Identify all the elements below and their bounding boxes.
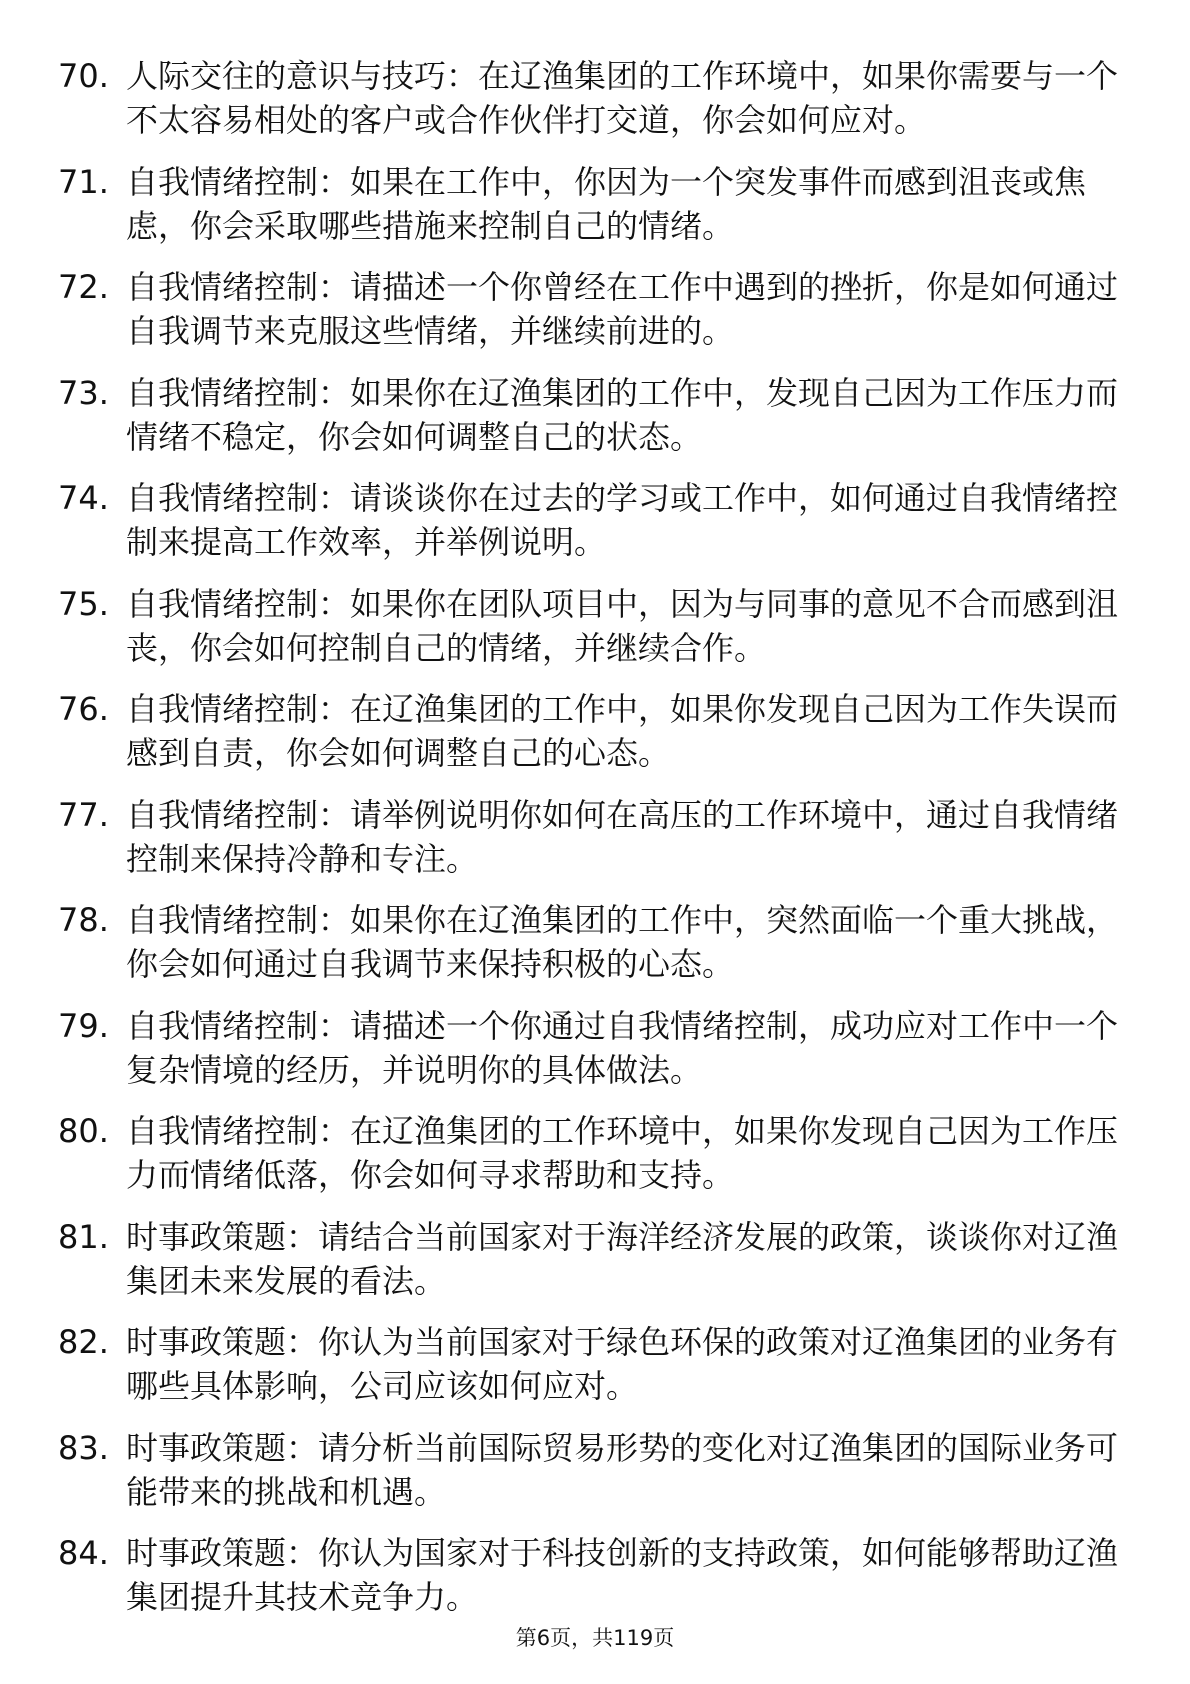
question-text: 自我情绪控制：请举例说明你如何在高压的工作环境中，通过自我情绪控制来保持冷静和专注。 [126, 795, 1119, 878]
question-number: 73. [58, 373, 109, 412]
question-number: 83. [58, 1428, 109, 1467]
question-item [58, 160, 1118, 248]
question-text: 自我情绪控制：请谈谈你在过去的学习或工作中，如何通过自我情绪控制来提高工作效率，并举例说明。 [126, 479, 1119, 561]
question-text: 自我情绪控制：在辽渔集团的工作环境中，如果你发现自己因为工作压力而情绪低落，你会如何寻求帮助和支持。 [126, 1112, 1119, 1194]
question-text: 人际交往的意识与技巧：在辽渔集团的工作环境中，如果你需要与一个不太容易相处的客户或合作伙伴打交道，你会如何应对。 [126, 57, 1119, 139]
question-number: 76. [58, 690, 109, 728]
question-item [58, 1215, 1118, 1303]
question-number: 79. [58, 1006, 109, 1045]
question-number: 80. [58, 1112, 109, 1150]
question-item [58, 54, 1118, 142]
question-item [58, 793, 1118, 881]
question-text: 自我情绪控制：如果你在团队项目中，因为与同事的意见不合而感到沮丧，你会如何控制自己的情绪，并继续合作。 [126, 584, 1119, 667]
question-item [58, 1426, 1118, 1514]
question-text: 时事政策题：请结合当前国家对于海洋经济发展的政策，谈谈你对辽渔集团未来发展的看法。 [126, 1217, 1119, 1300]
question-number: 78. [58, 901, 109, 939]
question-list [58, 54, 1118, 1637]
question-number: 77. [58, 795, 109, 834]
question-item [58, 1320, 1118, 1408]
question-text: 自我情绪控制：在辽渔集团的工作中，如果你发现自己因为工作失误而感到自责，你会如何调整自己的心态。 [126, 690, 1119, 772]
question-text: 自我情绪控制：如果你在辽渔集团的工作中，突然面临一个重大挑战，你会如何通过自我调节来保持积极的心态。 [126, 901, 1119, 983]
question-item [58, 371, 1118, 459]
question-item [58, 582, 1118, 670]
question-item [58, 1109, 1118, 1197]
question-item [58, 1531, 1118, 1619]
question-text: 时事政策题：你认为当前国家对于绿色环保的政策对辽渔集团的业务有哪些具体影响，公司应该如何应对。 [126, 1323, 1119, 1405]
question-item [58, 265, 1118, 353]
question-text: 自我情绪控制：如果你在辽渔集团的工作中，发现自己因为工作压力而情绪不稳定，你会如何调整自己的状态。 [126, 373, 1119, 456]
question-text: 自我情绪控制：如果在工作中，你因为一个突发事件而感到沮丧或焦虑，你会采取哪些措施来控制自己的情绪。 [126, 162, 1087, 245]
question-text: 自我情绪控制：请描述一个你通过自我情绪控制，成功应对工作中一个复杂情境的经历，并说明你的具体做法。 [126, 1006, 1119, 1089]
question-item [58, 1004, 1118, 1092]
question-item [58, 898, 1118, 986]
question-item [58, 476, 1118, 564]
question-text: 时事政策题：请分析当前国际贸易形势的变化对辽渔集团的国际业务可能带来的挑战和机遇。 [126, 1428, 1119, 1511]
question-number: 82. [58, 1323, 109, 1361]
page-footer: 第6页，共119页 [515, 1626, 675, 1650]
question-number: 70. [58, 57, 109, 95]
question-number: 75. [58, 584, 109, 623]
question-number: 84. [58, 1534, 109, 1572]
question-text: 自我情绪控制：请描述一个你曾经在工作中遇到的挫折，你是如何通过自我调节来克服这些情绪，并继续前进的。 [126, 268, 1119, 350]
question-number: 81. [58, 1217, 109, 1256]
question-number: 71. [58, 162, 109, 201]
question-number: 74. [58, 479, 109, 517]
question-number: 72. [58, 268, 109, 306]
question-item [58, 687, 1118, 775]
question-text: 时事政策题：你认为国家对于科技创新的支持政策，如何能够帮助辽渔集团提升其技术竞争力。 [126, 1534, 1119, 1616]
